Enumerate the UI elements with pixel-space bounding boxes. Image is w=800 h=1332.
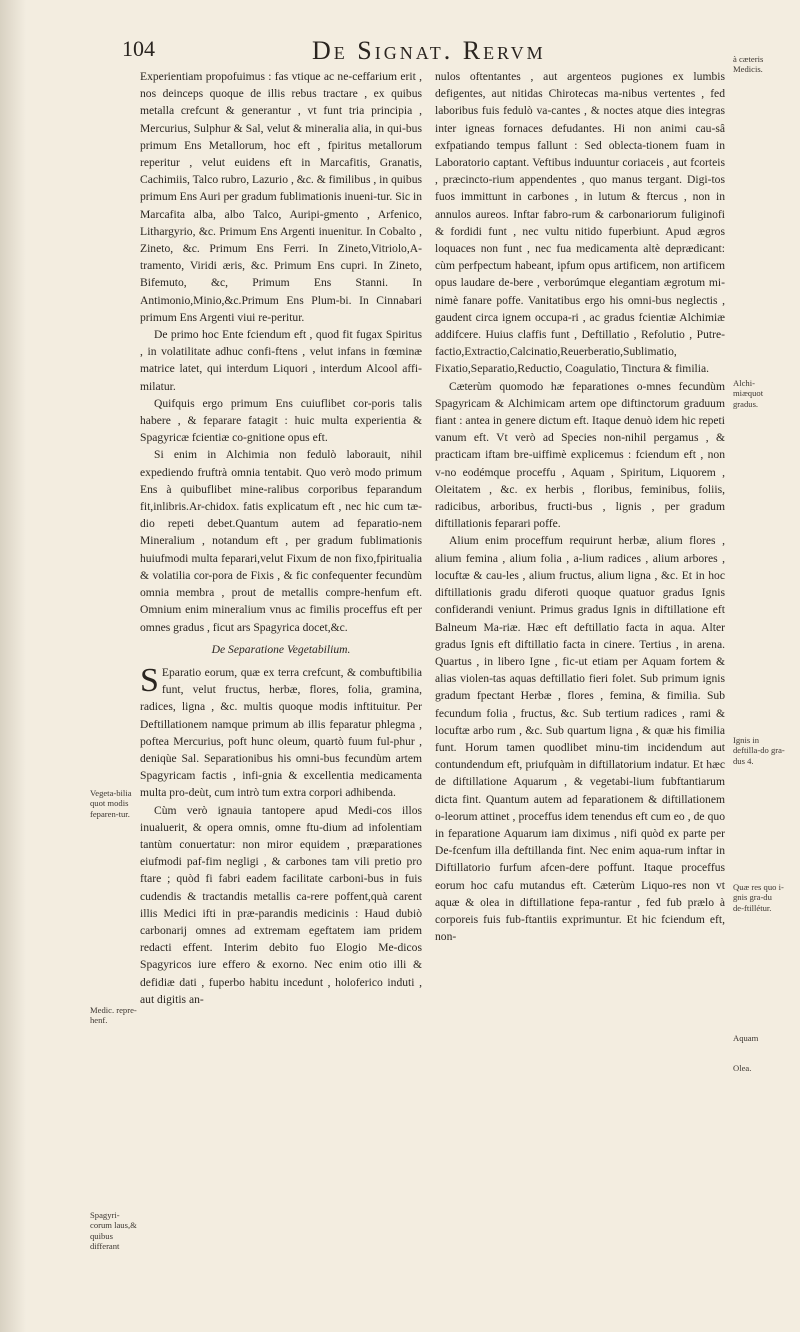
left-column bbox=[140, 68, 422, 1008]
paragraph: Quifquis ergo primum Ens cuiuflibet cor-poris talis habere , & feparare fatagit : huic multa experientia & Spagyricæ fcientiæ co-gnitione opus eft. bbox=[140, 396, 422, 445]
margin-note-aquam: Aquam bbox=[733, 1033, 759, 1043]
margin-note-ignis: Ignis in deftilla-do gra-dus 4. bbox=[733, 735, 785, 766]
section-title: De Separatione Vegetabilium. bbox=[211, 642, 351, 656]
section-first-paragraph bbox=[140, 661, 422, 802]
margin-note-quae-res: Quæ res quo i-gnis gra-du de-ftillétur. bbox=[733, 882, 784, 913]
margin-note-a-ceteris: à cæteris Medicis. bbox=[733, 54, 764, 75]
dropcap-letter: S bbox=[140, 661, 159, 699]
right-column bbox=[435, 68, 725, 945]
paragraph: Experientiam propofuimus : fas vtique ac ne-ceffarium erit , nos deinceps quoque de illis rebus tractare , ex quibus metalla crefcunt & generantur , vt funt tria principia , Mercurius, Sulphur & Sal, velut & mineralia alia, in qui-bus primum Ens Metallorum, hoc eft , fpiritus metallorum reperitur , velut euidens eft in Marcafitis, Granatis, Cachimiis, Talco rubro, Lazurio , &c. & fimilibus , in quibus primum Ens Auri per gradum fublimationis inueni-tur. Sic in Marcafita alba, albo Talco, Auripi-gmento , Arfenico, Lithargyrio, &c. Primum Ens Argenti inuenitur. In Cobalto , Zineto, &c. Primum Ens Ferri. In Zineto,Vitriolo,A-tramento, Viridi æris, &c. Primum Ens cupri. In Zineto, Bifemuto, &c, Primum Ens Stanni. In Antimonio,Minio,&c.Primum Ens Plum-bi. In Cinnabari primum Ens Argenti viui re-peritur. bbox=[140, 70, 423, 324]
binding-shadow bbox=[0, 0, 26, 1332]
paragraph: Cùm verò ignauia tantopere apud Medi-cos illos inualuerit, & opera omnis, omne ftu-dium ad infolentiam tantùm conuertatur: non miror equidem , præparationes eiufmodi paf-fim negligi , & carbones tam vili pretio pro ftare ; quòd fi fabri eadem facilitate carboni-bus in fuis cudendis & tractandis metallis ca-rere poffent,quà carent illis Medici ifti in præ-parandis medicinis : Haud dubiò carbonarij omnes ad extremam egeftatem iam pridem redacti effent. Interim debito fuo Elogio Me-dicos Spagyricos iure effero & exorno. Nec enim otio illi & defidiæ dati , fuperbo habitu incedunt , holoferico induti , aut digitis an- bbox=[140, 803, 422, 1006]
paragraph-text: Eparatio eorum, quæ ex terra crefcunt, & combuftibilia funt, velut fructus, herbæ, flores, folia, gramina, radices, ligna , &c. multis quoque modis inftituitur. Per Deftillationem namque primum ab illis feparatur phlegma , poftea Mercurius, poft hunc oleum, quartò fuum ful-phur , deniqùe Sal. Separationibus his omni-bus fecundùm artem Spagyricam factis , infi-gnia & excellentia medicamenta multa pro-deùt, cum intrò tum extra corpori adhibenda. bbox=[140, 665, 422, 800]
page-header bbox=[0, 36, 800, 70]
paragraph: Cæterùm quomodo hæ feparationes o-mnes fecundùm Spagyricam & Alchimicam artem ope diftinctorum graduum fiant : antea in genere dictum eft. Itaque denuò idem hic repeti vanum eft. Vt verò ad Species non-nihil pergamus , & practicam iftam bre-uiffimè explicemus : fciendum eft , non v-no eodémque proceffu , Aquam , Spiritum, Liquorem , Oleitatem , &c. ex herbis , floribus, feminibus, foliis, radicibus, arboribus, fructi-bus , lignis , per gradum diftillationis feparari poffe. bbox=[435, 379, 725, 531]
page-number: 104 bbox=[122, 36, 155, 61]
paragraph: nulos oftentantes , aut argenteos pugiones ex lumbis defigentes, aut nitidas Chirotecas ma-nibus vertentes , fed laboribus fuis fedulò va-cantes , & noctes atque dies integras inter igneas fornaces defudantes. Hi non animi cau-sâ exfpatiando tempus fallunt : Sed oblecta-tionem fuam in Laboratorio captant. Veftibus induuntur coriaceis , aut fcorteis , præcincto-rium appendentes , quo manus tergant. Digi-tos fuos immittunt in carbones , in lutum & ftercus , non in annulos aureos. Inftar fabro-rum & carbonariorum fuliginofi & fordidi funt , nec vultu nitido fuperbiunt. Apud ægros loquaces non funt , nec fua medicamenta altè deprædicant: cùm perfpectum habeant, ipfum opus artificem, non artificem opus laudare de-bere , verborúmque elegantiam ægrotum mi-nimè fanare poffe. Vanitatibus ergo his omni-bus neglectis , gaudent circa ignem occupa-ri , ac gradus fcientiæ Alchimiæ addifcere. Huius claffis funt , Deftillatio , Refolutio , Putre-factio,Extractio,Calcinatio,Reuerberatio,Sublimatio, Fixatio,Separatio,Reductio, Coagulatio, Tinctura & fimilia. bbox=[435, 70, 725, 376]
margin-note-alchimia: Alchi-miæquot gradus. bbox=[733, 378, 764, 409]
paragraph: Alium enim proceffum requirunt herbæ, alium flores , alium femina , alium folia , a-lium radices , alium arbores , locuftæ & cau-les , alium fructus, alium ligna , &c. Et in hoc diftillationis gradu diferoti quoque quatuor gradus Ignis confiderandi veniunt. Primus gradus Ignis in diftillatione eft Balneum Ma-riæ. Hæc eft deftillatio facta in aqua. Alter gradus Ignis eft diftillatio facta in cinere. Tertius , in arena. Quartus , in libero Igne , fic-ut etiam per Aquam fortem & alias violen-tas aquas deftillatio fieri folet. Sub primum ignis gradum fpectant Herbæ , flores , femina, & fimilia. Sub fecundum folia , fructus, &c. Sub tertium radices , rami & locuftæ arbo rum , &c. Sub quartum ligna , & quæ his fimilia funt. Horum tamen quodlibet minu-tim incidendum aut contundendum eft, priufquàm in diftillatorium indatur. Et hæc de diftillatione Aquarum , & vegetabi-lium fubftantiarum dicta fint. Quantum autem ad feparationem & diftillationem o-leorum attinet , proceffus idem tenendus eft cum eo , de quo in feparatione Aquarum iam diximus , nifi quòd ex parte per De-fcenfum illa deftillanda fint. Nec enim aqua-rum inftar in Diftillatorio furfum afcen-dere poffunt. Itaque proceffus eorum hoc cafu mutandus eft. Cæterùm Liquo-res non vt aquæ & olea in diftillatione fepa-rantur , fed fub prælo à corporeis fuis fub-ftantiis exprimuntur. Et hic fciendum eft, non- bbox=[435, 534, 725, 944]
running-title: De Signat. Rervm bbox=[312, 36, 546, 65]
paragraph: De primo hoc Ente fciendum eft , quod fit fugax Spiritus , in volatilitate adhuc confi-ftens , velut infans in fœminæ matrice latet, qui interdum Liquori , interdum Alcool affi-milatur. bbox=[140, 328, 422, 393]
margin-note-spagyrici: Spagyri-corum laus,& quibus differant bbox=[90, 1210, 137, 1252]
margin-note-olea: Olea. bbox=[733, 1063, 752, 1073]
margin-note-vegetabilia: Vegeta-bilia quot modis feparen-tur. bbox=[90, 788, 132, 819]
paragraph: Si enim in Alchimia non fedulò laborauit, nihil expediendo fruftrà omnia tentabit. Quo verò modo primum Ens à quibuflibet mine-ralibus corporibus feparandum fit,inlibris.Ar-chidox. fatis explicatum eft , nec hic cum tæ-dio repeti debet.Quantum autem ad feparatio-nem Mineralium , notandum eft , per gradum fublimationis huiufmodi multa feparari,velut Fixum de non fixo,fpiritualia & volatilia cor-pora de Fixis , & fic confequenter fecundùm omnia membra , prout de metallis compre-henfum eft. Omnium enim mineralium vnus ac fimilis proceffus eft per omnes gradus , ficut ars Spagyrica docet,&c. bbox=[140, 448, 422, 634]
margin-note-medici: Medic. repre-henf. bbox=[90, 1005, 137, 1026]
